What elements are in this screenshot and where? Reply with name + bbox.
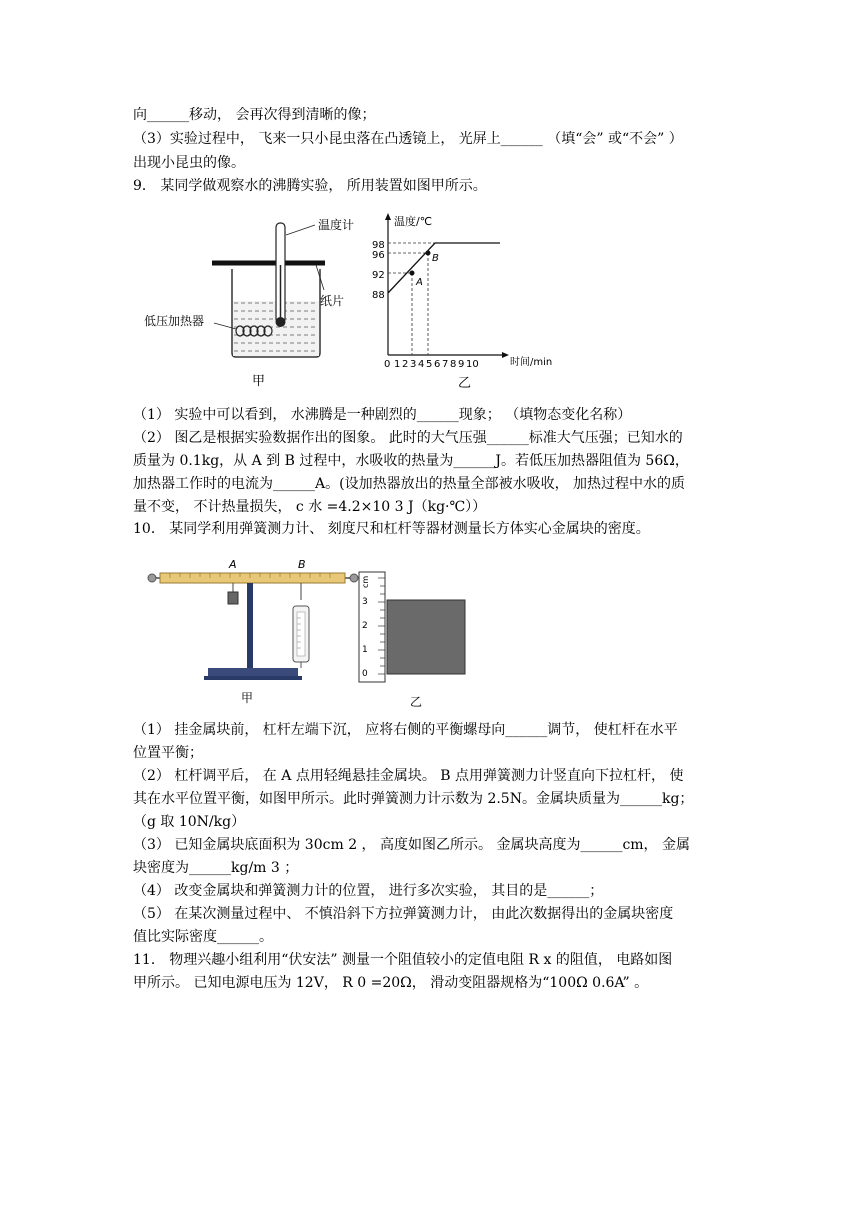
graph-xlabel: 时间/min [510,357,553,368]
text-line-3: 出现小昆虫的像。 [133,155,245,171]
caption-yi-9: 乙 [458,376,472,391]
thermometer-label: 温度计 [318,218,355,232]
ruler-and-block [359,572,465,709]
text-line-22: 甲所示。 已知电源电压为 12V， R 0 =20Ω， 滑动变阻器规格为“100Ω 0.6A” 。 [133,975,649,991]
lever-apparatus [148,558,358,705]
ytick-88: 88 [372,290,385,301]
text-line-19: （5） 在某次测量过程中、 不慎沿斜下方拉弹簧测力计， 由此次数据得出的金属块密度 [133,906,674,922]
question-11-title: 11． 物理兴趣小组利用“伏安法” 测量一个阻值较小的定值电阻 R x 的阻值， 电路如图 [133,952,673,968]
ruler-tick-2: 2 [362,621,368,631]
figure-9 [140,205,553,395]
xtick-6: 6 [434,359,441,370]
text-line-17: 块密度为______kg/m 3 ； [133,860,299,876]
xtick-9: 9 [458,359,465,370]
text-line-11: （1） 挂金属块前， 杠杆左端下沉， 应将右侧的平衡螺母向______调节， 使杠杆在水平 [133,722,678,738]
text-line-13: （2） 杠杆调平后， 在 A 点用轻绳悬挂金属块。 B 点用弹簧测力计竖直向下拉杠杆， 使 [133,768,684,784]
graph-ylabel: 温度/℃ [394,215,433,228]
point-a [410,271,415,276]
xtick-8: 8 [450,359,457,370]
point-b [426,251,431,256]
text-line-9: 量不变， 不计热量损失， c 水 =4.2×10 3 J（kg·℃）） [133,499,487,515]
boiling-apparatus [144,217,354,389]
temperature-line [388,243,500,293]
text-line-14: 其在水平位置平衡，如图甲所示。此时弹簧测力计示数为 2.5N。金属块质量为______kg； [133,791,694,807]
figure-10 [140,552,480,712]
ruler-tick-1: 1 [362,645,368,655]
point-b-label: B [432,253,439,264]
text-line-16: （3） 已知金属块底面积为 30cm 2 ， 高度如图乙所示。 金属块高度为______cm， 金属 [133,837,691,853]
temperature-graph [372,213,552,391]
xtick-3: 3 [410,359,417,370]
text-line-15: （g 取 10N/kg） [133,814,246,830]
xtick-0: 0 [384,359,391,370]
xtick-2: 2 [402,359,409,370]
text-line-1: 向______移动， 会再次得到清晰的像； [133,107,376,123]
xtick-7: 7 [442,359,449,370]
xtick-10: 10 [466,359,479,370]
ruler-unit: cm [361,575,370,588]
text-line-20: 值比实际密度______。 [133,929,273,945]
text-line-12: 位置平衡； [133,745,203,761]
xtick-4: 4 [418,359,425,370]
heater-label: 低压加热器 [144,314,205,328]
ruler-tick-3: 3 [362,597,368,607]
lever-label-a: A [229,558,237,571]
text-line-8: 加热器工作时的电流为______A。(设加热器放出的热量全部被水吸收， 加热过程中水的质 [133,476,686,492]
ytick-92: 92 [372,270,385,281]
caption-jia-10: 甲 [241,691,254,705]
paper-label: 纸片 [320,294,345,308]
caption-jia-9: 甲 [252,374,266,389]
text-line-18: （4） 改变金属块和弹簧测力计的位置， 进行多次实验， 其目的是______； [133,883,604,899]
caption-yi-10: 乙 [410,695,423,709]
question-10-title: 10． 某同学利用弹簧测力计、 刻度尺和杠杆等器材测量长方体实心金属块的密度。 [133,521,650,537]
text-line-5: （1） 实验中可以看到， 水沸腾是一种剧烈的______现象； （填物态变化名称） [133,407,632,423]
question-9-title: 9． 某同学做观察水的沸腾实验， 所用装置如图甲所示。 [133,178,487,194]
ytick-96: 96 [372,250,385,261]
ytick-98: 98 [372,240,385,251]
text-line-2: （3）实验过程中， 飞来一只小昆虫落在凸透镜上， 光屏上______ （填“会” 或“不会” ） [133,131,683,147]
lever-label-b: B [298,558,306,571]
text-line-7: 质量为 0.1kg，从 A 到 B 过程中，水吸收的热量为______J。若低压加热器阻值为 56Ω， [133,453,689,469]
point-a-label: A [416,277,423,288]
xtick-5: 5 [426,359,433,370]
ruler-tick-0: 0 [362,669,368,679]
xtick-1: 1 [394,359,401,370]
metal-block [387,600,465,674]
text-line-6: （2） 图乙是根据实验数据作出的图象。 此时的大气压强______标准大气压强；已知水的 [133,430,683,446]
